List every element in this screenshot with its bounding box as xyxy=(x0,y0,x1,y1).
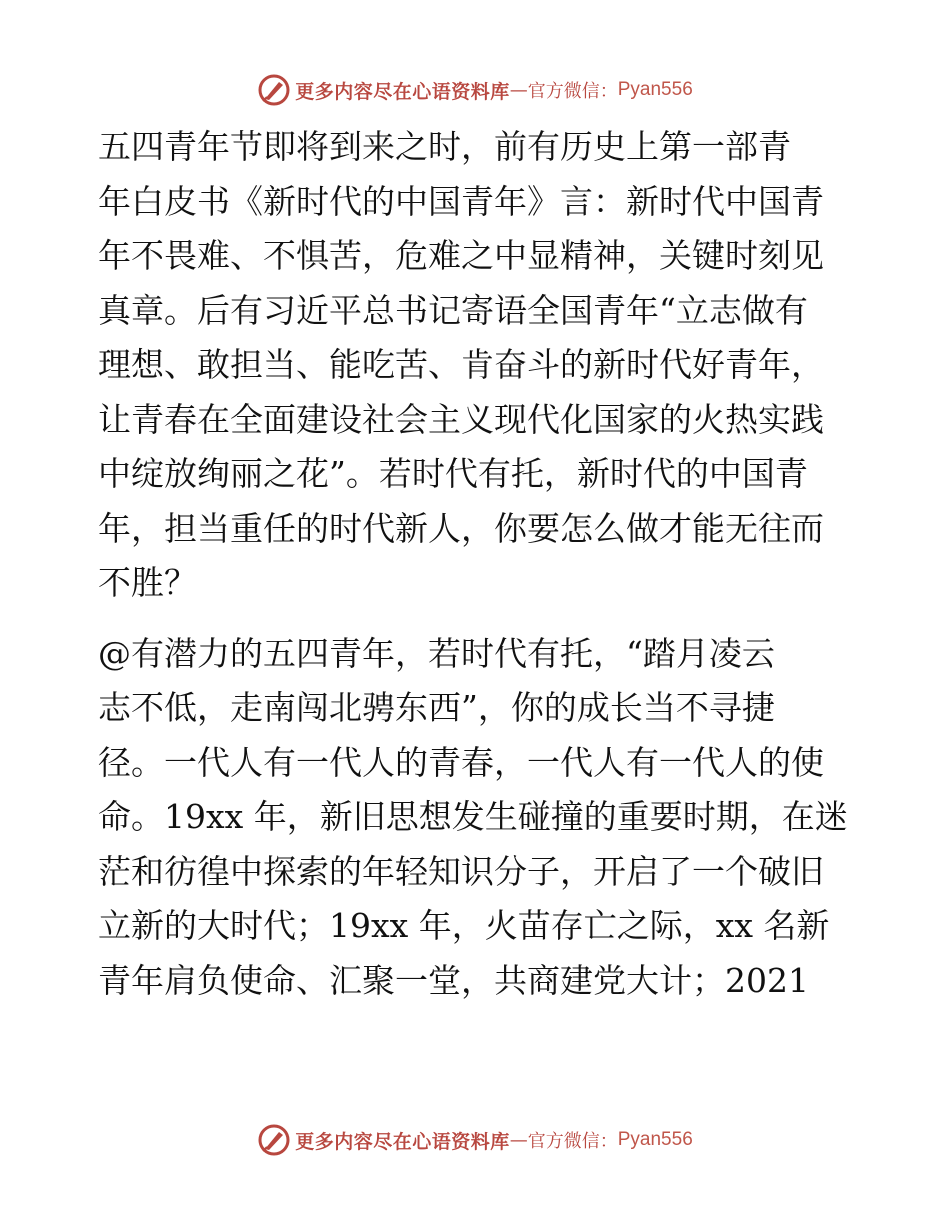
footer-banner xyxy=(0,1120,950,1160)
footer-brand: 更多内容尽在心语资料库 xyxy=(295,1130,510,1153)
text-line: 不胜？ xyxy=(98,563,197,602)
text-line: 年不畏难、不惧苦，危难之中显精神，关键时刻见 xyxy=(98,236,824,275)
text-line: 茫和彷徨中探索的年轻知识分子，开启了一个破旧 xyxy=(98,851,824,891)
text-line: 中绽放绚丽之花”。若时代有托，新时代的中国青 xyxy=(98,454,808,493)
text-line: 年白皮书《新时代的中国青年》言：新时代中国青 xyxy=(98,181,824,221)
text-line: 径。一代人有一代人的青春，一代人有一代人的使 xyxy=(98,742,824,782)
document-body xyxy=(98,120,868,1008)
text-line: 让青春在全面建设社会主义现代化国家的火热实践 xyxy=(98,399,824,439)
text-line: 年，担当重任的时代新人，你要怎么做才能无往而 xyxy=(98,508,824,548)
text-line: 命。19xx 年，新旧思想发生碰撞的重要时期，在迷 xyxy=(98,797,848,836)
quill-pen-circle-icon xyxy=(257,73,291,107)
quill-pen-circle-icon xyxy=(257,1123,291,1157)
header-dash: — xyxy=(509,79,528,101)
header-wechat-label: 官方微信： xyxy=(527,81,618,102)
text-line: 理想、敢担当、能吃苦、肯奋斗的新时代好青年， xyxy=(98,345,824,384)
footer-wechat-label: 官方微信： xyxy=(527,1131,618,1152)
header-banner xyxy=(0,70,950,110)
paragraph-1 xyxy=(98,120,868,611)
footer-account: Pyan556 xyxy=(617,1129,693,1150)
text-line: 志不低，走南闯北骋东西”，你的成长当不寻捷 xyxy=(98,688,775,727)
text-line: 真章。后有习近平总书记寄语全国青年“立志做有 xyxy=(98,290,808,330)
text-line: 立新的大时代；19xx 年，火苗存亡之际，xx 名新 xyxy=(98,906,830,945)
text-line: @有潜力的五四青年，若时代有托，“踏月凌云 xyxy=(98,633,775,673)
text-line: 青年肩负使命、汇聚一堂，共商建党大计；2021 xyxy=(98,960,809,1000)
header-account: Pyan556 xyxy=(617,79,693,100)
header-brand: 更多内容尽在心语资料库 xyxy=(295,80,510,103)
text-line: 五四青年节即将到来之时，前有历史上第一部青 xyxy=(98,127,791,166)
footer-dash: — xyxy=(509,1129,528,1151)
paragraph-2 xyxy=(98,627,868,1009)
